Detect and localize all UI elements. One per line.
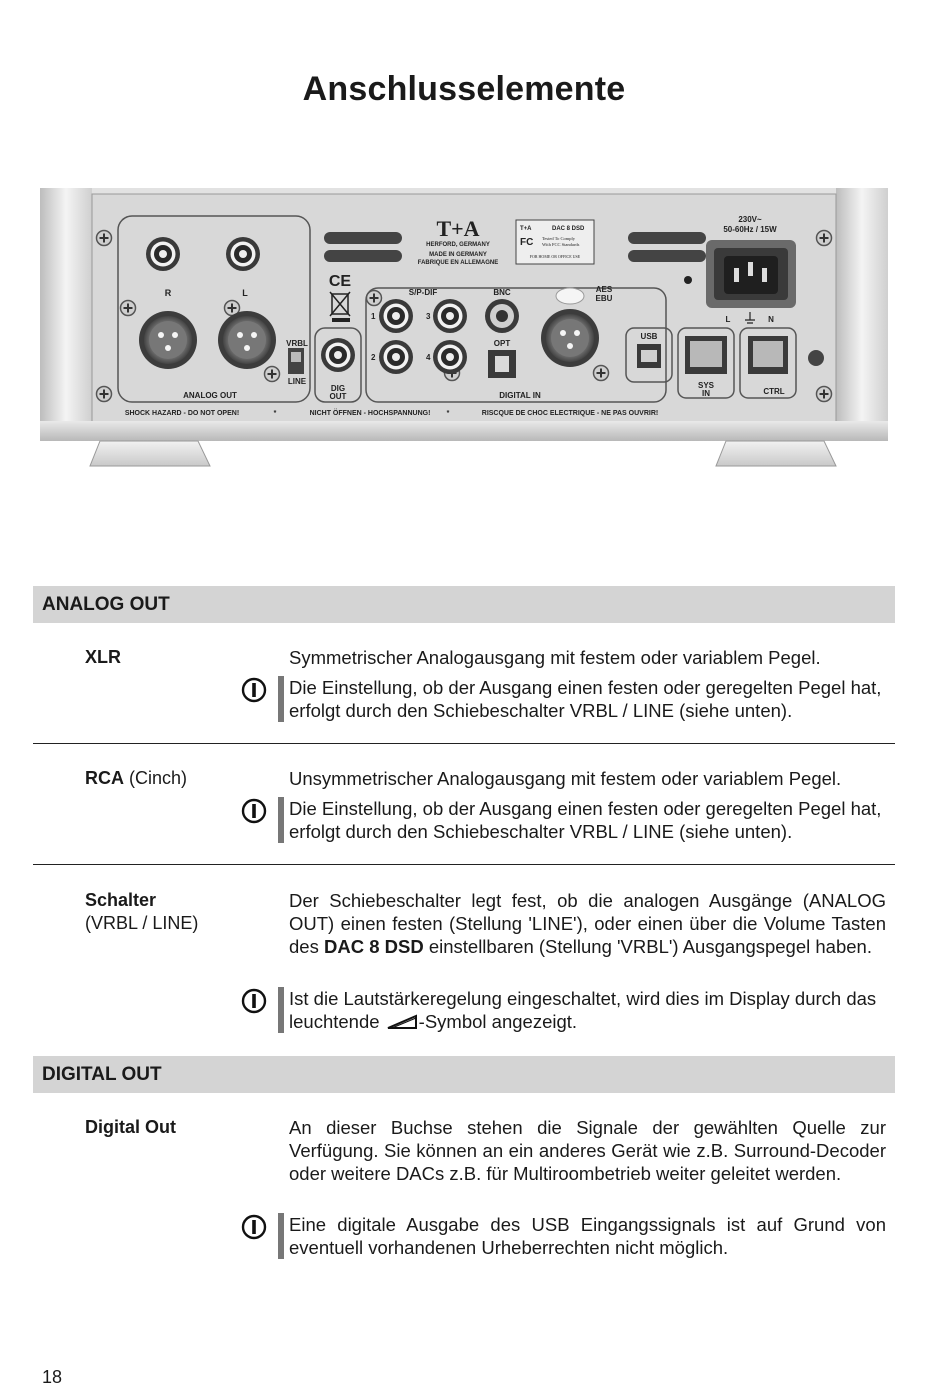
svg-text:VRBL: VRBL bbox=[286, 339, 308, 348]
volume-symbol-icon bbox=[385, 1014, 419, 1030]
svg-text:N: N bbox=[768, 315, 774, 324]
svg-text:BNC: BNC bbox=[493, 288, 511, 297]
section-heading-analog-out: ANALOG OUT bbox=[33, 586, 895, 623]
svg-text:MADE IN GERMANY: MADE IN GERMANY bbox=[429, 252, 487, 258]
divider bbox=[33, 743, 895, 744]
svg-text:L: L bbox=[725, 315, 731, 324]
svg-text:3: 3 bbox=[426, 312, 431, 321]
note-bar bbox=[278, 797, 284, 843]
note-xlr: Die Einstellung, ob der Ausgang einen festen oder geregelten Pegel hat, erfolgt durch den Schiebeschalter VRBL / LINE (siehe unten). bbox=[289, 677, 882, 721]
svg-text:With FCC Standards: With FCC Standards bbox=[542, 242, 580, 247]
svg-text:*: * bbox=[446, 410, 450, 417]
desc-switch: Der Schiebeschalter legt fest, ob die analogen Ausgänge (ANALOG OUT) einen festen (Stellung 'LINE'), oder einen über die Volume Tasten des DAC 8 DSD einstellbaren (Stellung 'VRBL') Ausgangspegel haben. bbox=[289, 890, 886, 957]
desc-digital-out: An dieser Buchse stehen die Signale der gewählten Quelle zur Verfügung. Sie können an ein anderes Gerät wie z.B. Surround-Decoder oder weitere DACs z.B. für Multiroombetrieb weiter geleitet werden. bbox=[289, 1117, 886, 1184]
svg-text:T+A: T+A bbox=[520, 226, 532, 232]
svg-text:OPT: OPT bbox=[493, 339, 511, 348]
svg-text:FC: FC bbox=[520, 237, 534, 248]
svg-text:RISCQUE DE CHOC ELECTRIQUE - N: RISCQUE DE CHOC ELECTRIQUE - NE PAS OUVRIR! bbox=[481, 410, 659, 417]
svg-text:SHOCK HAZARD - DO NOT OPEN!: SHOCK HAZARD - DO NOT OPEN! bbox=[124, 410, 240, 417]
note-bar bbox=[278, 987, 284, 1033]
desc-rca: Unsymmetrischer Analogausgang mit festem oder variablem Pegel. bbox=[289, 768, 842, 789]
svg-text:50-60Hz / 15W: 50-60Hz / 15W bbox=[723, 225, 777, 234]
svg-text:S/P-DIF: S/P-DIF bbox=[408, 288, 438, 297]
page-number: 18 bbox=[42, 1367, 63, 1387]
svg-text:*: * bbox=[273, 410, 277, 417]
note-bar bbox=[278, 1213, 284, 1259]
svg-text:DAC 8 DSD: DAC 8 DSD bbox=[552, 226, 585, 232]
svg-text:CE: CE bbox=[328, 273, 352, 290]
svg-text:T+A: T+A bbox=[436, 216, 480, 241]
svg-text:DIGITAL IN: DIGITAL IN bbox=[499, 391, 541, 400]
term-switch: Schalter (VRBL / LINE) bbox=[85, 890, 199, 933]
svg-text:Tested To Comply: Tested To Comply bbox=[542, 236, 576, 241]
note-bar bbox=[278, 676, 284, 722]
svg-text:FOR HOME OR OFFICE USE: FOR HOME OR OFFICE USE bbox=[529, 254, 581, 259]
device-rear-panel-image bbox=[40, 188, 888, 478]
svg-text:DIG: DIG bbox=[330, 384, 346, 393]
svg-text:AES: AES bbox=[595, 285, 613, 294]
svg-text:230V~: 230V~ bbox=[738, 215, 762, 224]
info-icon bbox=[241, 988, 267, 1014]
term-xlr: XLR bbox=[85, 647, 121, 667]
svg-text:R: R bbox=[164, 288, 172, 298]
svg-text:1: 1 bbox=[371, 312, 376, 321]
divider bbox=[33, 864, 895, 865]
desc-xlr: Symmetrischer Analogausgang mit festem oder variablem Pegel. bbox=[289, 647, 821, 668]
info-icon bbox=[241, 1214, 267, 1240]
svg-text:HERFORD, GERMANY: HERFORD, GERMANY bbox=[426, 242, 490, 248]
note-switch: Ist die Lautstärkeregelung eingeschaltet, wird dies im Display durch das leuchtende -Symbol angezeigt. bbox=[289, 988, 877, 1032]
svg-text:2: 2 bbox=[371, 353, 376, 362]
svg-text:FABRIQUE EN ALLEMAGNE: FABRIQUE EN ALLEMAGNE bbox=[417, 260, 499, 266]
term-digital-out: Digital Out bbox=[85, 1117, 176, 1137]
svg-text:4: 4 bbox=[426, 353, 431, 362]
svg-text:ANALOG OUT: ANALOG OUT bbox=[183, 391, 237, 400]
svg-text:IN: IN bbox=[702, 389, 710, 398]
svg-text:EBU: EBU bbox=[595, 294, 613, 303]
svg-text:LINE: LINE bbox=[287, 377, 307, 386]
section-heading-digital-out: DIGITAL OUT bbox=[33, 1056, 895, 1093]
svg-text:OUT: OUT bbox=[329, 392, 347, 401]
svg-text:L: L bbox=[242, 288, 248, 298]
term-rca: RCA (Cinch) bbox=[85, 768, 188, 788]
svg-text:CTRL: CTRL bbox=[763, 387, 785, 396]
svg-text:NICHT ÖFFNEN - HOCHSPANNUNG!: NICHT ÖFFNEN - HOCHSPANNUNG! bbox=[309, 410, 431, 417]
page-title: Anschlusselemente bbox=[302, 70, 626, 108]
svg-text:USB: USB bbox=[640, 332, 658, 341]
info-icon bbox=[241, 798, 267, 824]
info-icon bbox=[241, 677, 267, 703]
svg-text:SYS: SYS bbox=[697, 381, 715, 390]
note-rca: Die Einstellung, ob der Ausgang einen festen oder geregelten Pegel hat, erfolgt durch den Schiebeschalter VRBL / LINE (siehe unten). bbox=[289, 798, 882, 842]
note-digital-out: Eine digitale Ausgabe des USB Eingangssignals ist auf Grund von eventuell vorhandenen Urheberrechten nicht möglich. bbox=[289, 1214, 886, 1258]
